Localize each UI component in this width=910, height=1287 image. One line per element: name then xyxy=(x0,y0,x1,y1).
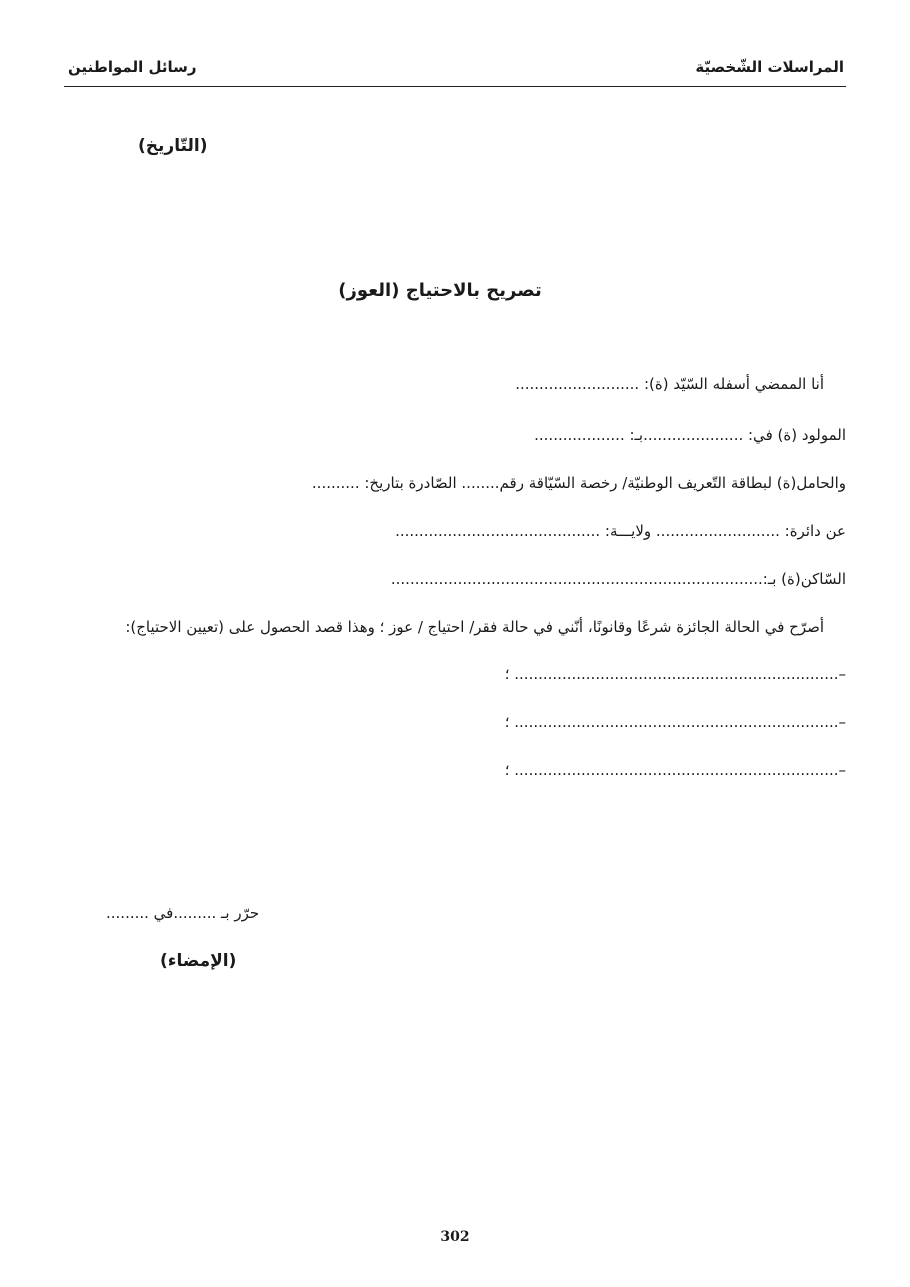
header-divider xyxy=(64,86,846,87)
form-line-district: عن دائرة: .......................... ولايـــة: ........................................... xyxy=(395,522,846,540)
document-title xyxy=(0,280,910,301)
form-line-signatory: أنا الممضي أسفله السّيّد (ة): .......................... xyxy=(515,375,824,393)
form-line-declaration: أصرّح في الحالة الجائزة شرعًا وقانونًا، أنّني في حالة فقر/ احتياج / عوز ؛ وهذا قصد الحصول على (تعيين الاحتياج): xyxy=(125,618,824,636)
page-number: 302 xyxy=(440,1229,470,1245)
date-placeholder: (التّاريخ) xyxy=(138,136,208,156)
running-header-section-title: المراسلات الشّخصيّة xyxy=(695,58,844,76)
document-title-text: تصريح بالاحتياج (العوز) xyxy=(338,280,542,301)
form-line-birth: المولود (ة) في: .....................بـ: ................... xyxy=(534,426,846,444)
dash-item: –.................................................................... ؛ xyxy=(504,713,846,731)
signature-label: (الإمضاء) xyxy=(160,951,237,971)
form-line-id-card: والحامل(ة) لبطاقة التّعريف الوطنيّة/ رخصة السّيّاقة رقم........ الصّادرة بتاريخ: .......... xyxy=(311,474,846,492)
form-line-residence: السّاكن(ة) بـ:.............................................................................. xyxy=(390,570,846,588)
running-header-chapter-title: رسائل المواطنين xyxy=(68,58,197,76)
written-at-line: حرّر بـ .........في ......... xyxy=(106,904,260,922)
dash-item: –.................................................................... ؛ xyxy=(504,665,846,683)
dash-item: –.................................................................... ؛ xyxy=(504,761,846,779)
